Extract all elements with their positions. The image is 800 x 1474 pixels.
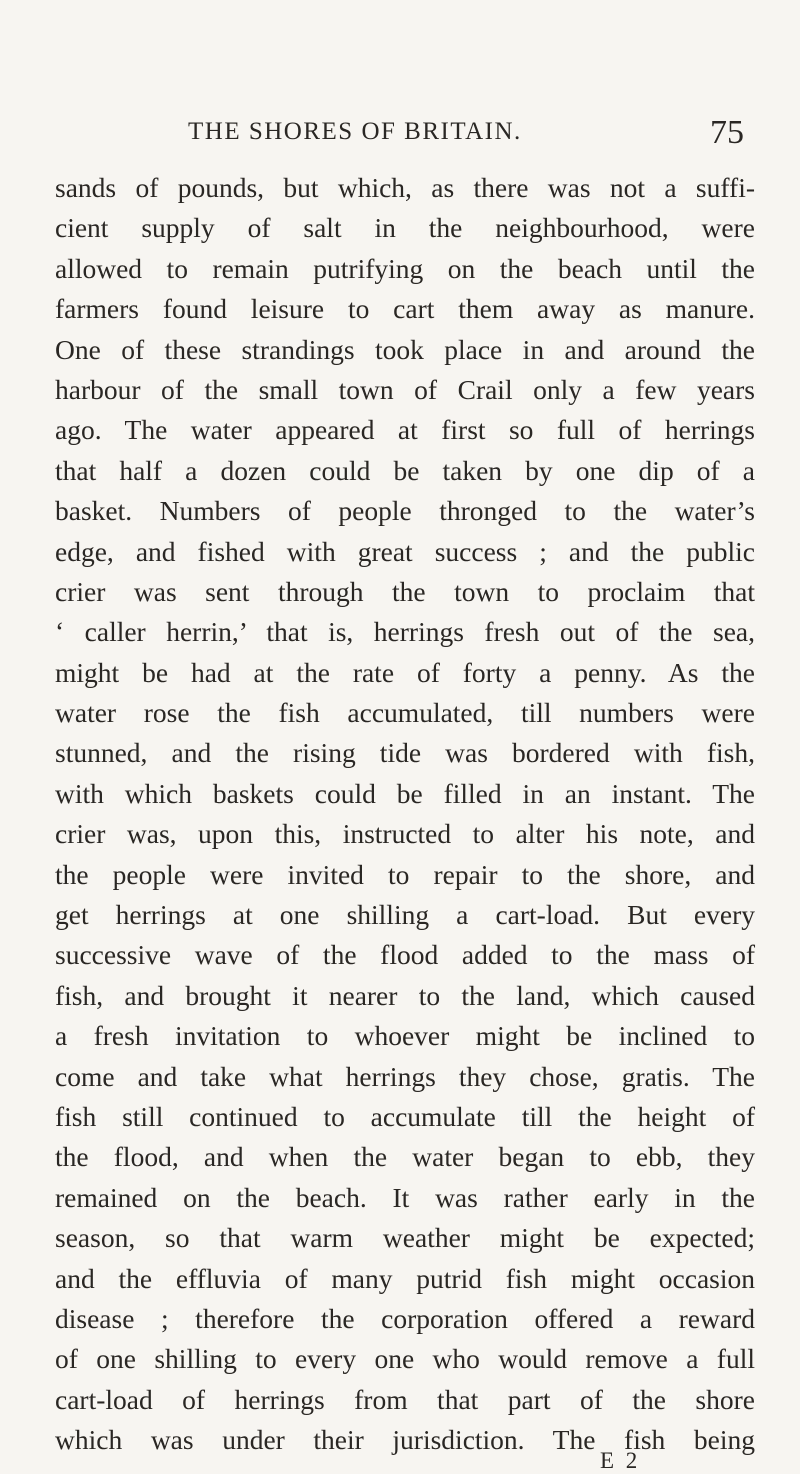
text-line: a fresh invitation to whoever might be inclined to	[55, 1020, 755, 1052]
page-number: 75	[710, 114, 744, 151]
text-line: of one shilling to every one who would remove a full	[55, 1343, 755, 1375]
text-line: ago. The water appeared at first so full of herrings	[55, 414, 755, 446]
text-line: sands of pounds, but which, as there was not a suffi-	[55, 172, 755, 203]
text-line: water rose the fish accumulated, till numbers were	[55, 697, 755, 729]
text-line: cient supply of salt in the neighbourhood, were	[55, 212, 755, 244]
text-line: successive wave of the flood added to the mass of	[55, 939, 755, 971]
page-header	[0, 114, 800, 158]
text-line: allowed to remain putrifying on the beach until the	[55, 252, 755, 284]
text-line: the flood, and when the water began to ebb, they	[55, 1141, 755, 1173]
text-line: get herrings at one shilling a cart-load. But every	[55, 899, 755, 931]
text-line: stunned, and the rising tide was bordered with fish,	[55, 737, 755, 769]
text-line: and the effluvia of many putrid fish might occasion	[55, 1262, 755, 1294]
text-line: come and take what herrings they chose, gratis. The	[55, 1060, 755, 1092]
text-line: that half a dozen could be taken by one dip of a	[55, 454, 755, 486]
text-line: ‘ caller herrin,’ that is, herrings fresh out of the sea,	[55, 616, 755, 648]
text-line: the people were invited to repair to the shore, and	[55, 858, 755, 890]
text-line: crier was, upon this, instructed to alter his note, and	[55, 818, 755, 850]
text-line: season, so that warm weather might be expected;	[55, 1222, 755, 1254]
running-title: THE SHORES OF BRITAIN.	[188, 118, 522, 145]
text-line: cart-load of herrings from that part of the shore	[55, 1383, 755, 1415]
text-line: disease ; therefore the corporation offered a reward	[55, 1302, 755, 1334]
body-text	[55, 168, 755, 1461]
text-line: might be had at the rate of forty a penny. As the	[55, 656, 755, 688]
signature-mark: E 2	[600, 1448, 641, 1473]
text-line: One of these strandings took place in and around the	[55, 333, 755, 365]
text-line: which was under their jurisdiction. The fish being	[55, 1424, 755, 1456]
text-line: crier was sent through the town to proclaim that	[55, 575, 755, 607]
text-line: fish, and brought it nearer to the land, which caused	[55, 979, 755, 1011]
text-line: with which baskets could be filled in an instant. The	[55, 777, 755, 809]
text-line: farmers found leisure to cart them away as manure.	[55, 293, 755, 325]
text-line: fish still continued to accumulate till the height of	[55, 1100, 755, 1132]
text-line: remained on the beach. It was rather early in the	[55, 1181, 755, 1213]
text-line: basket. Numbers of people thronged to the water’s	[55, 495, 755, 527]
text-line: edge, and fished with great success ; and the public	[55, 535, 755, 567]
text-line: harbour of the small town of Crail only a few years	[55, 373, 755, 405]
